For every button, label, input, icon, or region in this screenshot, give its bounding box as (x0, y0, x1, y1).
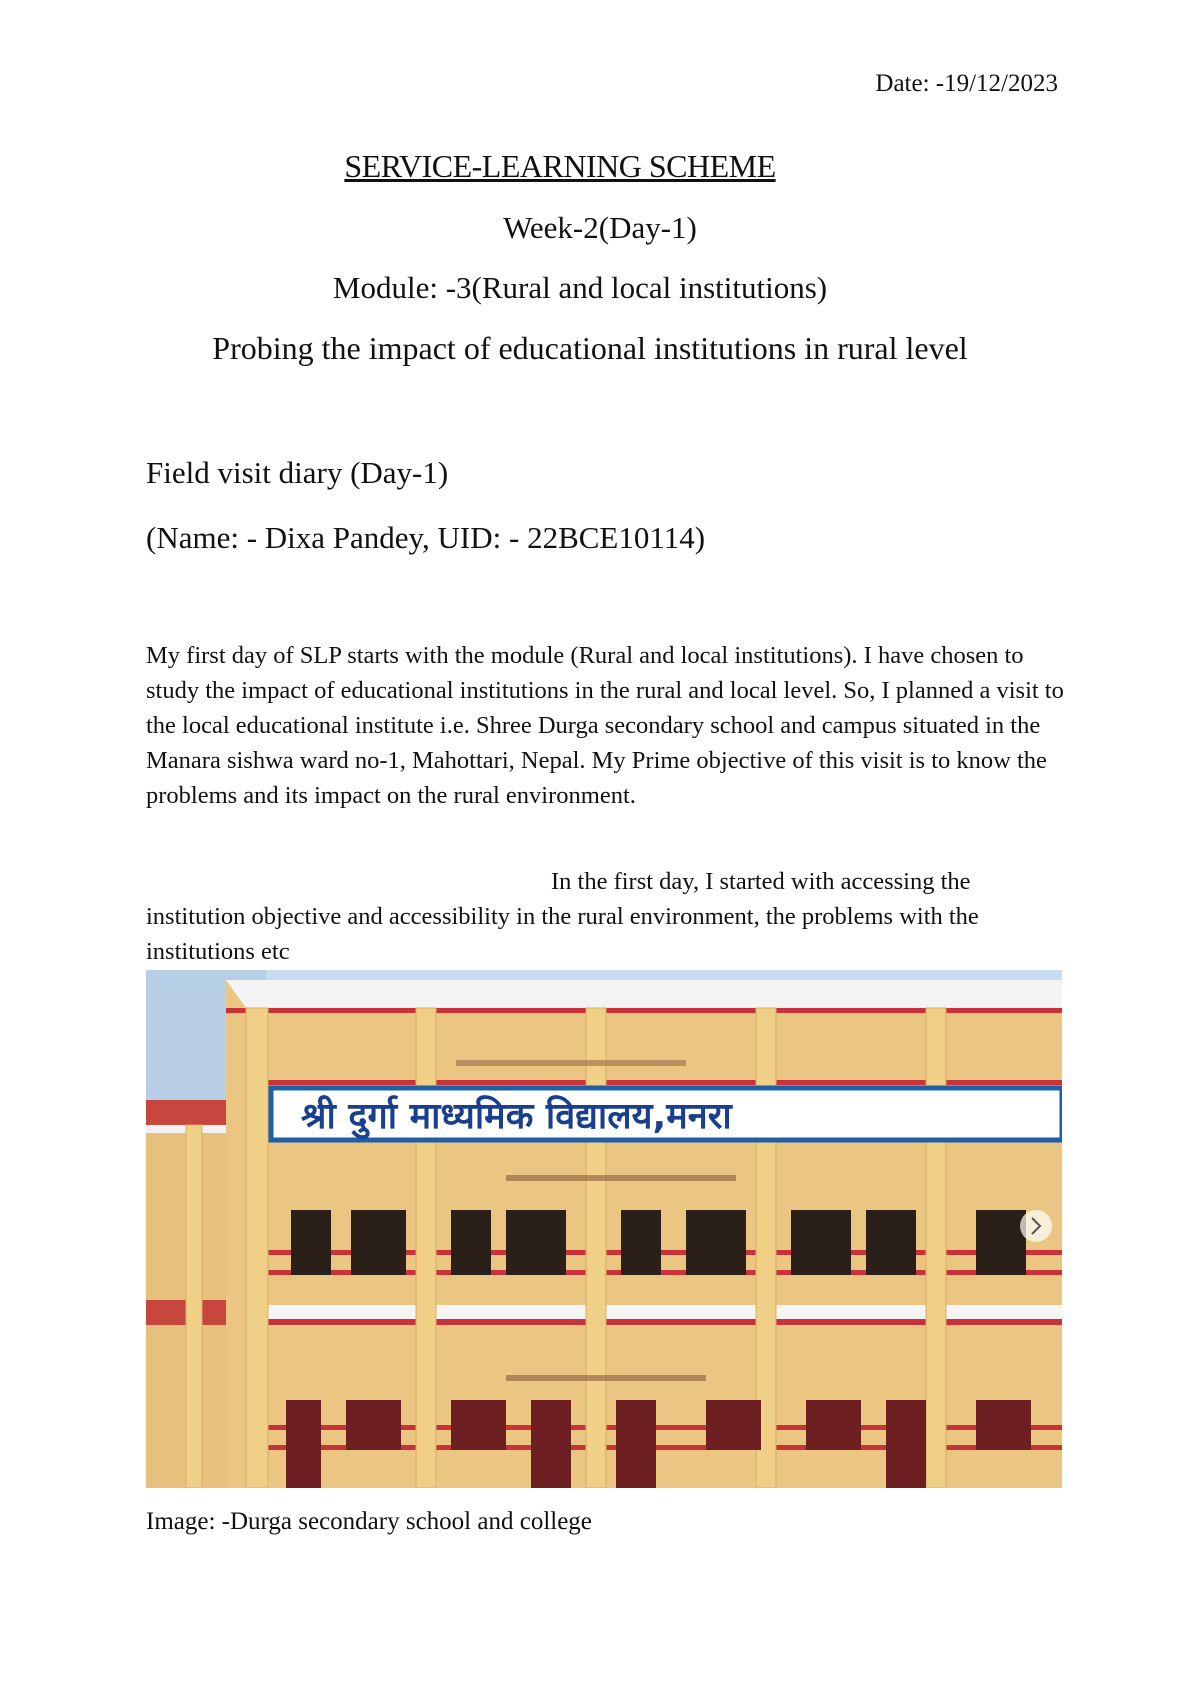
school-sign-text: श्री दुर्गा माध्यमिक विद्यालय,मनरा (301, 1096, 732, 1137)
date-line: Date: -19/12/2023 (875, 70, 1058, 97)
photo-caption: Image: -Durga secondary school and college (146, 1508, 592, 1535)
week-line: Week-2(Day-1) (503, 210, 697, 245)
topic-line: Probing the impact of educational institutions in rural level (212, 330, 968, 366)
school-building-photo (146, 970, 1062, 1488)
diary-heading: Field visit diary (Day-1) (146, 455, 449, 490)
paragraph-intro: My first day of SLP starts with the module (Rural and local institutions). I have chosen to study the impact of educational institutions in the rural and local level. So, I planned a visit to the local educational institute i.e. Shree Durga secondary school and campus situated in the Manara sishwa ward no-1, Mahottari, Nepal. My Prime objective of this visit is to know the problems and its impact on the rural environment. (146, 642, 1064, 809)
paragraph-first-day: In the first day, I started with accessing the institution objective and accessibility in the rural environment, the problems with the institutions etc (146, 868, 979, 965)
module-line: Module: -3(Rural and local institutions) (332, 270, 828, 305)
document-title: SERVICE-LEARNING SCHEME (344, 148, 776, 184)
student-name-line: (Name: - Dixa Pandey, UID: - 22BCE10114) (146, 520, 706, 555)
